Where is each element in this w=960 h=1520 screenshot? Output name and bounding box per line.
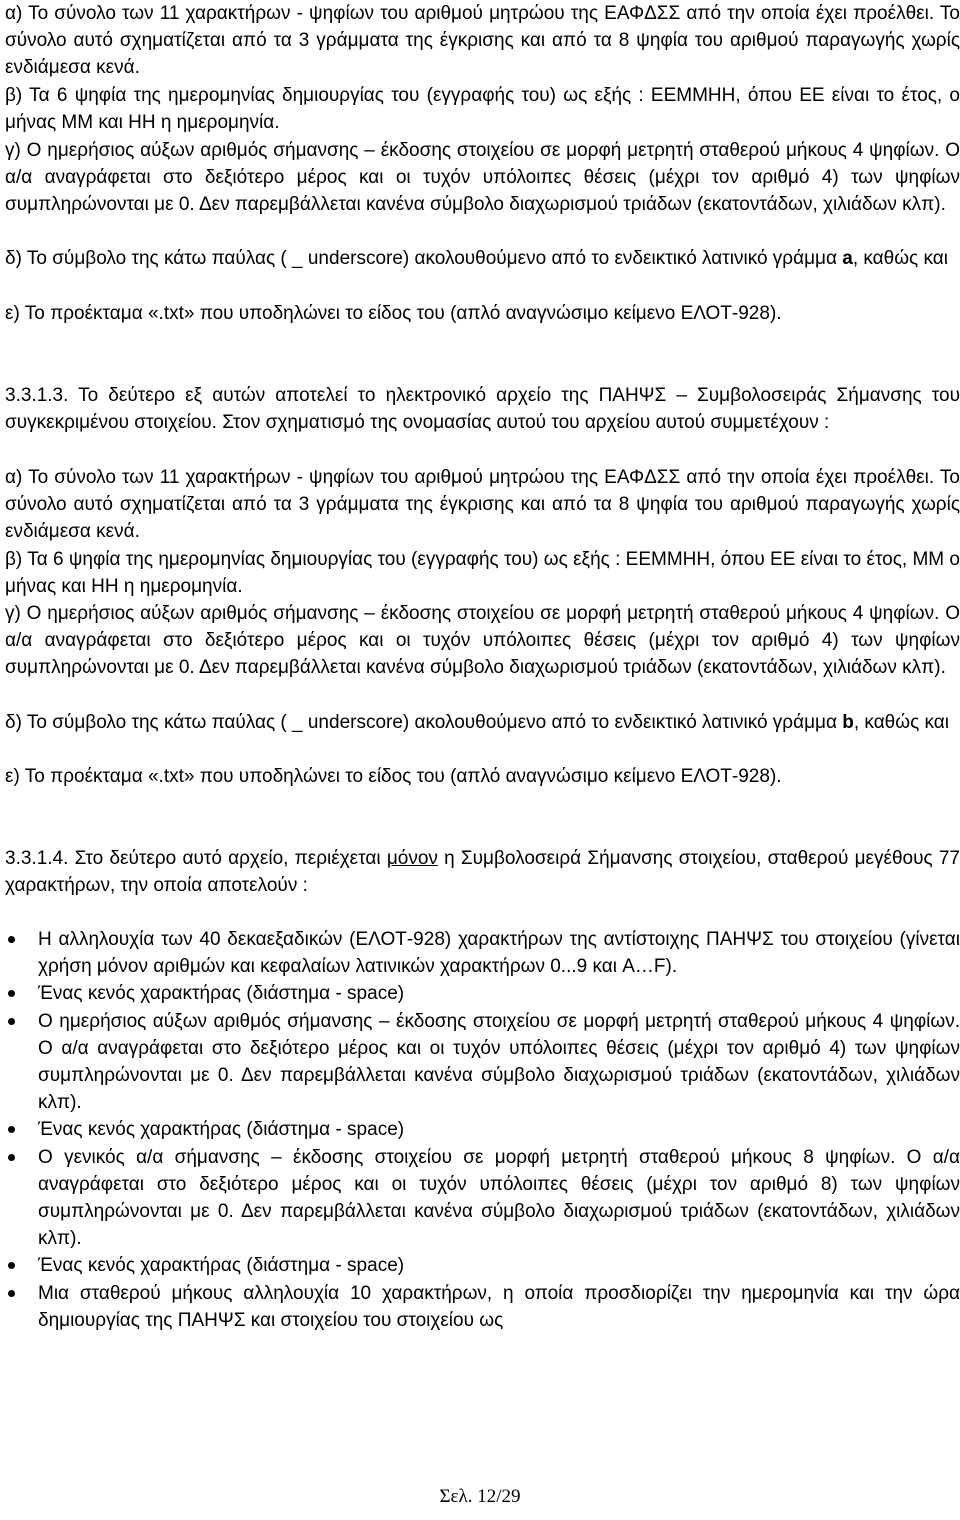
paragraph-delta-2	[5, 709, 960, 736]
list-item: Η αλληλουχία των 40 δεκαεξαδικών (ΕΛΟΤ-928) χαρακτήρων της αντίστοιχης ΠΑΗΨΣ του στοιχείου (γίνεται χρήση μόνον αριθμών και κεφαλαίων λατινικών χαρακτήρων 0...9 και A…F).	[0, 926, 960, 980]
section-3-3-1-4-intro	[5, 845, 960, 899]
paragraph-beta-1-text: β) Τα 6 ψηφία της ημερομηνίας δημιουργίας του (εγγραφής του) ως εξής : ΕΕΜΜΗΗ, όπου ΕΕ είναι το έτος, ο μήνας ΜΜ και ΗΗ η ημερομηνία.	[5, 85, 960, 134]
section-3-3-1-3-intro: 3.3.1.3. Το δεύτερο εξ αυτών αποτελεί το ηλεκτρονικό αρχείο της ΠΑΗΨΣ – Συμβολοσειράς Σήμανσης του συγκεκριμένου στοιχείου. Στον σχηματισμό της ονομασίας αυτού του αρχείου αυτού συμμετέχουν :	[5, 385, 960, 434]
intro-pre: 3.3.1.4. Στο δεύτερο αυτό αρχείο, περιέχεται	[5, 848, 387, 869]
paragraph-beta-1	[5, 82, 960, 136]
list-item: Μια σταθερού μήκους αλληλουχία 10 χαρακτήρων, η οποία προσδιορίζει την ημερομηνία και την ώρα δημιουργίας της ΠΑΗΨΣ και στοιχείου του στοιχείου ως	[0, 1280, 960, 1334]
delta-2-post: , καθώς και	[853, 712, 949, 733]
list-item: Ένας κενός χαρακτήρας (διάστημα - space)	[0, 980, 960, 1007]
delta-1-letter: a	[842, 248, 853, 269]
list-item: Ο ημερήσιος αύξων αριθμός σήμανσης – έκδοσης στοιχείου σε μορφή μετρητή σταθερού μήκους 4 ψηφίων. Ο α/α αναγράφεται στο δεξιότερο μέρος και οι τυχόν υπόλοιπες θέσεις (μέχρι τον αριθμό 4) των ψηφίων συμπληρώνονται με 0. Δεν παρεμβάλλεται κανένα σύμβολο διαχωρισμού τριάδων (εκατοντάδων, χιλιάδων κλπ).	[0, 1008, 960, 1117]
intro-post: η Συμβολοσειρά Σήμανσης στοιχείου, σταθερού μεγέθους 77 χαρακτήρων, την οποία αποτελούν :	[5, 848, 960, 897]
paragraph-alpha-2: α) Το σύνολο των 11 χαρακτήρων - ψηφίων του αριθμού μητρώου της ΕΑΦΔΣΣ από την οποία έχει προέλθει. Το σύνολο αυτό σχηματίζεται από τα 3 γράμματα της έγκρισης και από τα 8 ψηφία του αριθμού παραγωγής χωρίς ενδιάμεσα κενά.	[5, 467, 960, 543]
paragraph-epsilon-1: ε) Το προέκταμα «.txt» που υποδηλώνει το είδος του (απλό αναγνώσιμο κείμενο ΕΛΟΤ-928).	[5, 303, 782, 324]
paragraph-beta-2: β) Τα 6 ψηφία της ημερομηνίας δημιουργίας του (εγγραφής του) ως εξής : ΕΕΜΜΗΗ, όπου ΕΕ είναι το έτος, ΜΜ ο μήνας και ΗΗ η ημερομηνία.	[5, 549, 960, 598]
delta-2-letter: b	[842, 712, 854, 733]
list-item: Ο γενικός α/α σήμανσης – έκδοσης στοιχείου σε μορφή μετρητή σταθερού μήκους 8 ψηφίων. Ο α/α αναγράφεται στο δεξιότερο μέρος και οι τυχόν υπόλοιπες θέσεις (μέχρι τον αριθμό 8) των ψηφίων συμπληρώνονται με 0. Δεν παρεμβάλλεται κανένα σύμβολο διαχωρισμού τριάδων (εκατοντάδων, χιλιάδων κλπ).	[0, 1144, 960, 1253]
paragraph-epsilon-2: ε) Το προέκταμα «.txt» που υποδηλώνει το είδος του (απλό αναγνώσιμο κείμενο ΕΛΟΤ-928).	[5, 766, 782, 787]
paragraph-gamma-1: γ) Ο ημερήσιος αύξων αριθμός σήμανσης – έκδοσης στοιχείου σε μορφή μετρητή σταθερού μήκους 4 ψηφίων. Ο α/α αναγράφεται στο δεξιότερο μέρος και οι τυχόν υπόλοιπες θέσεις (μέχρι τον αριθμό 4) των ψηφίων συμπληρώνονται με 0. Δεν παρεμβάλλεται κανένα σύμβολο διαχωρισμού τριάδων (εκατοντάδων, χιλιάδων κλπ).	[5, 140, 960, 216]
list-item: Ένας κενός χαρακτήρας (διάστημα - space)	[0, 1116, 960, 1143]
paragraph-alpha-1: α) Το σύνολο των 11 χαρακτήρων - ψηφίων του αριθμού μητρώου της ΕΑΦΔΣΣ από την οποία έχει προέλθει. Το σύνολο αυτό σχηματίζεται από τα 3 γράμματα της έγκρισης και από τα 8 ψηφία του αριθμού παραγωγής χωρίς ενδιάμεσα κενά.	[5, 3, 960, 79]
delta-1-pre: δ) Το σύμβολο της κάτω παύλας ( _ underscore) ακολουθούμενο από το ενδεικτικό λατινικό γράμμα	[5, 248, 843, 269]
intro-underlined: μόνον	[386, 848, 438, 869]
page-number: Σελ. 12/29	[439, 1486, 521, 1507]
delta-1-post: , καθώς και	[852, 248, 948, 269]
paragraph-delta-1	[5, 245, 960, 272]
paragraph-gamma-2: γ) Ο ημερήσιος αύξων αριθμός σήμανσης – έκδοσης στοιχείου σε μορφή μετρητή σταθερού μήκους 4 ψηφίων. Ο α/α αναγράφεται στο δεξιότερο μέρος και οι τυχόν υπόλοιπες θέσεις (μέχρι τον αριθμό 4) των ψηφίων συμπληρώνονται με 0. Δεν παρεμβάλλεται κανένα σύμβολο διαχωρισμού τριάδων (εκατοντάδων, χιλιάδων κλπ).	[5, 603, 960, 679]
list-item: Ένας κενός χαρακτήρας (διάστημα - space)	[0, 1252, 960, 1279]
delta-2-pre: δ) Το σύμβολο της κάτω παύλας ( _ underscore) ακολουθούμενο από το ενδεικτικό λατινικό γράμμα	[5, 712, 843, 733]
bullet-list	[0, 926, 960, 1334]
